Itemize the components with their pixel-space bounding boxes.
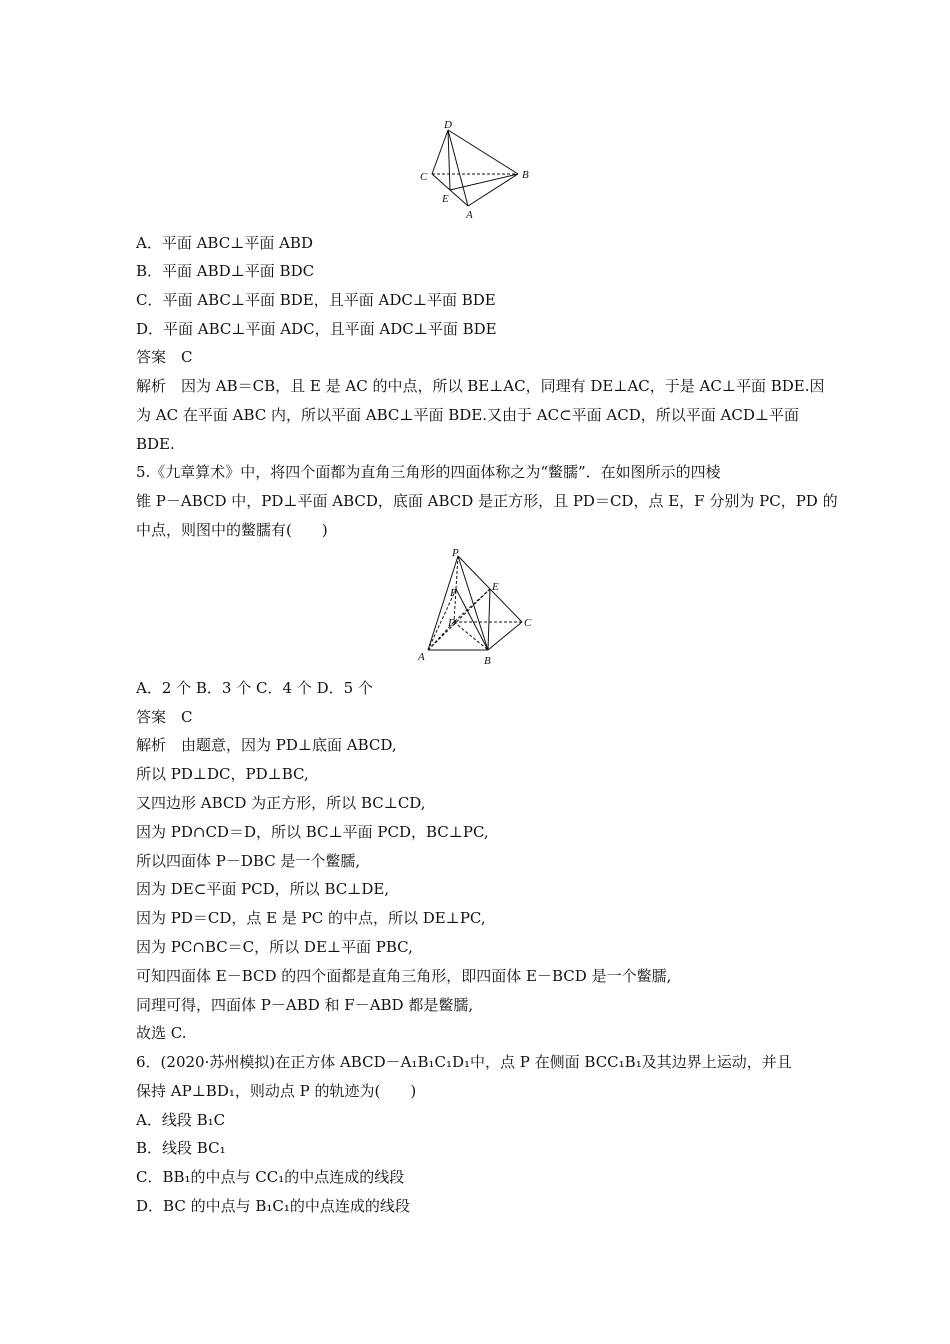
q5-analysis-line-6: 因为 DE⊂平面 PCD，所以 BC⊥DE, bbox=[136, 880, 390, 898]
q4-option-d: D．平面 ABC⊥平面 ADC，且平面 ADC⊥平面 BDE bbox=[136, 320, 497, 338]
vertex-c-label: C bbox=[420, 171, 428, 183]
q5-answer: 答案 C bbox=[136, 708, 193, 726]
tetrahedron-figure bbox=[410, 118, 540, 228]
q5-analysis-line-4: 因为 PD∩CD＝D，所以 BC⊥平面 PCD，BC⊥PC, bbox=[136, 823, 489, 841]
q5-analysis-line-5: 所以四面体 P－DBC 是一个鳖臑, bbox=[136, 852, 361, 870]
q5-options: A．2 个 B．3 个 C．4 个 D．5 个 bbox=[136, 679, 373, 697]
q4-option-c: C．平面 ABC⊥平面 BDE，且平面 ADC⊥平面 BDE bbox=[136, 291, 496, 309]
q6-option-a: A．线段 B₁C bbox=[136, 1111, 226, 1129]
pyramid-figure bbox=[412, 546, 542, 668]
q6-option-c: C．BB₁的中点与 CC₁的中点连成的线段 bbox=[136, 1168, 405, 1186]
q5-analysis-line-1: 解析 由题意，因为 PD⊥底面 ABCD, bbox=[136, 736, 397, 754]
q5-stem-line-2: 锥 P－ABCD 中，PD⊥平面 ABCD，底面 ABCD 是正方形，且 PD＝CD，点 E，F 分别为 PC，PD 的 bbox=[136, 492, 838, 510]
q6-stem-line-1: 6．(2020·苏州模拟)在正方体 ABCD－A₁B₁C₁D₁中，点 P 在侧面 BCC₁B₁及其边界上运动，并且 bbox=[136, 1053, 792, 1071]
q4-answer: 答案 C bbox=[136, 348, 193, 366]
q6-option-d: D．BC 的中点与 B₁C₁的中点连成的线段 bbox=[136, 1197, 410, 1215]
vertex-b-label-2: B bbox=[484, 655, 491, 667]
q5-stem-line-1: 5.《九章算术》中，将四个面都为直角三角形的四面体称之为“鳖臑”．在如图所示的四棱 bbox=[136, 463, 721, 481]
q5-analysis-line-3: 又四边形 ABCD 为正方形，所以 BC⊥CD, bbox=[136, 794, 426, 812]
q5-analysis-line-10: 同理可得，四面体 P－ABD 和 F－ABD 都是鳖臑, bbox=[136, 996, 474, 1014]
vertex-p-label: P bbox=[452, 547, 459, 559]
vertex-e-label-2: E bbox=[492, 581, 499, 593]
q5-analysis-line-9: 可知四面体 E－BCD 的四个面都是直角三角形，即四面体 E－BCD 是一个鳖臑, bbox=[136, 967, 672, 985]
q5-analysis-line-2: 所以 PD⊥DC，PD⊥BC, bbox=[136, 765, 309, 783]
q6-option-b: B．线段 BC₁ bbox=[136, 1139, 226, 1157]
vertex-d-label-2: D bbox=[448, 617, 456, 629]
vertex-e-label: E bbox=[442, 193, 449, 205]
q4-option-a: A．平面 ABC⊥平面 ABD bbox=[136, 234, 313, 252]
vertex-d-label: D bbox=[444, 119, 452, 131]
vertex-a-label-2: A bbox=[418, 651, 425, 663]
vertex-f-label: F bbox=[450, 587, 457, 599]
vertex-a-label: A bbox=[466, 209, 473, 221]
q5-analysis-line-7: 因为 PD＝CD，点 E 是 PC 的中点，所以 DE⊥PC, bbox=[136, 909, 486, 927]
q4-analysis-line-3: BDE. bbox=[136, 435, 175, 453]
vertex-c-label-2: C bbox=[524, 617, 532, 629]
q4-option-b: B．平面 ABD⊥平面 BDC bbox=[136, 262, 315, 280]
q5-analysis-line-8: 因为 PC∩BC＝C，所以 DE⊥平面 PBC, bbox=[136, 938, 413, 956]
q4-analysis-line-1: 解析 因为 AB＝CB，且 E 是 AC 的中点，所以 BE⊥AC，同理有 DE⊥AC，于是 AC⊥平面 BDE.因 bbox=[136, 377, 825, 395]
q4-analysis-line-2: 为 AC 在平面 ABC 内，所以平面 ABC⊥平面 BDE.又由于 AC⊂平面 ACD，所以平面 ACD⊥平面 bbox=[136, 406, 799, 424]
vertex-b-label: B bbox=[522, 169, 529, 181]
q6-stem-line-2: 保持 AP⊥BD₁，则动点 P 的轨迹为( ) bbox=[136, 1082, 417, 1100]
q5-analysis-line-11: 故选 C. bbox=[136, 1024, 187, 1042]
q5-stem-line-3: 中点，则图中的鳖臑有( ) bbox=[136, 521, 328, 539]
